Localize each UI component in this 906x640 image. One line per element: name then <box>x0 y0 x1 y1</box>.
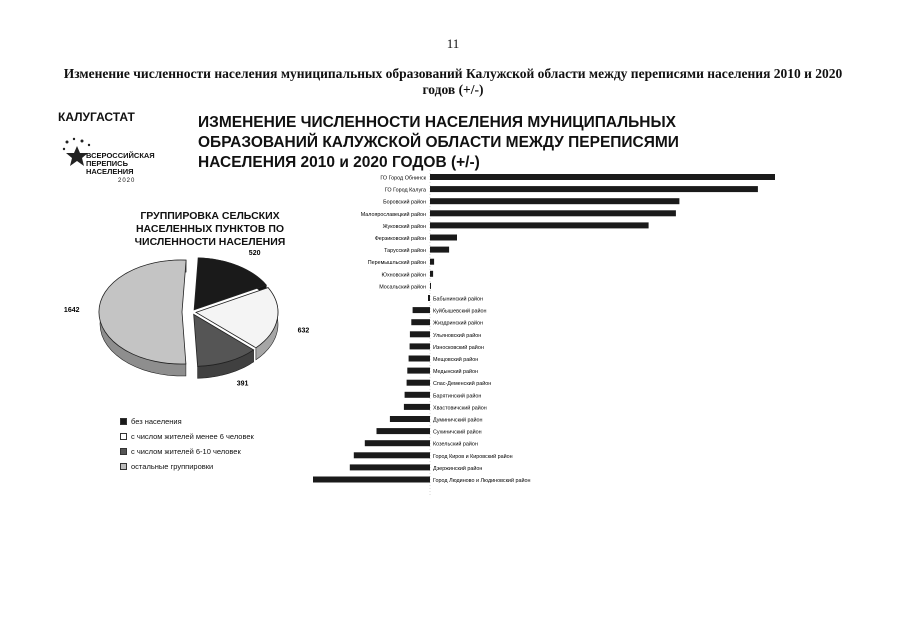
bar <box>430 222 649 228</box>
legend-item <box>120 459 254 474</box>
bar <box>407 368 430 374</box>
bar <box>410 331 430 337</box>
bar-category-label: Мещовский район <box>433 357 479 363</box>
page-number: 11 <box>446 36 460 51</box>
bar-category-label: Город Людиново и Людиновский район <box>433 478 531 484</box>
pie-legend <box>120 414 254 474</box>
bar <box>405 392 430 398</box>
legend-swatch <box>120 418 127 425</box>
bar <box>430 210 676 216</box>
pie-value-label: 391 <box>236 380 249 388</box>
bar-category-label: Медынский район <box>433 369 478 376</box>
legend-swatch <box>120 433 127 440</box>
bar <box>313 477 430 483</box>
bar-category-label: Жуковский район <box>382 223 426 230</box>
bar <box>354 452 430 458</box>
pie-value-label: 1642 <box>63 306 80 314</box>
bar-category-label: ГО Город Обнинск <box>380 175 426 182</box>
bar <box>407 380 430 386</box>
chart-title: ИЗМЕНЕНИЕ ЧИСЛЕННОСТИ НАСЕЛЕНИЯ МУНИЦИПАЛЬНЫХ ОБРАЗОВАНИЙ КАЛУЖСКОЙ ОБЛАСТИ МЕЖДУ ПЕРЕПИСЯМИ НАСЕЛЕНИЯ 2010 и 2020 ГОДОВ (+/-) <box>198 114 679 171</box>
bar <box>390 416 430 422</box>
bar-category-label: Дзержинский район <box>433 465 483 472</box>
pie-value-label: 520 <box>248 249 261 257</box>
bar-category-label: Ульяновский район <box>433 332 482 339</box>
legend-item <box>120 429 254 444</box>
bar <box>430 271 433 277</box>
legend-label: без населения <box>131 417 182 426</box>
pie-chart-title: ГРУППИРОВКА СЕЛЬСКИХ НАСЕЛЕННЫХ ПУНКТОВ ПО ЧИСЛЕННОСТИ НАСЕЛЕНИЯ <box>134 210 286 248</box>
bar-category-label: Ферзиковский район <box>374 236 426 242</box>
bar-category-label: Думиничский район <box>433 417 483 424</box>
bar <box>410 343 430 349</box>
bar <box>409 356 430 362</box>
bar-category-label: Город Киров и Кировский район <box>433 453 513 460</box>
bar <box>430 259 434 265</box>
bar-category-label: Боровский район <box>383 199 426 206</box>
bar-category-label: Мосальский район <box>379 284 426 291</box>
bar-category-label: Перемышльский район <box>367 260 426 267</box>
legend-swatch <box>120 448 127 455</box>
bar <box>430 186 758 192</box>
bar <box>430 247 449 253</box>
bar <box>430 283 431 289</box>
document-title: Изменение численности населения муниципальных образований Калужской области между переписями населения 2010 и 2020 годов (+/-) <box>63 66 843 97</box>
bar <box>428 295 430 301</box>
bar-category-label: ГО Город Калуга <box>384 187 426 194</box>
logo-org-name: КАЛУГАСТАТ <box>58 110 135 124</box>
legend-label: с числом жителей 6-10 человек <box>131 447 241 456</box>
legend-label: остальные группировки <box>131 462 214 471</box>
bar-category-label: Спас-Деменский район <box>433 381 492 388</box>
bar <box>413 307 430 313</box>
logo-year: 2020 <box>118 178 136 184</box>
logo-census-text <box>86 152 176 176</box>
legend-item <box>120 444 254 459</box>
pie-chart <box>63 249 310 400</box>
bar-chart <box>297 170 800 500</box>
bar-category-label: Бабынинский район <box>433 296 484 303</box>
bar-category-label: Юхновский район <box>381 272 426 279</box>
kalugastat-logo <box>58 110 178 190</box>
bar-category-label: Козельский район <box>433 441 478 448</box>
bar <box>350 464 430 470</box>
pie-value-label: 632 <box>297 327 310 335</box>
logo-census-line-1: ВСЕРОССИЙСКАЯ <box>86 151 155 160</box>
bar-category-label: Барятинский район <box>433 393 482 400</box>
bar-category-label: Хвастовичский район <box>433 405 487 412</box>
bar <box>404 404 430 410</box>
bar <box>411 319 430 325</box>
bar <box>430 235 457 241</box>
bar-category-label: Куйбышевский район <box>433 308 487 315</box>
legend-label: с числом жителей менее 6 человек <box>131 432 254 441</box>
bar-category-label: Сухиничский район <box>433 429 482 436</box>
bar-category-label: Износковский район <box>433 344 484 351</box>
legend-item <box>120 414 254 429</box>
logo-census-line-3: НАСЕЛЕНИЯ <box>86 167 134 176</box>
bar-category-label: Жиздринский район <box>433 320 484 327</box>
bar <box>365 440 430 446</box>
bar <box>430 174 775 180</box>
logo-census-line-2: ПЕРЕПИСЬ <box>86 159 128 168</box>
bar <box>430 198 679 204</box>
bar-category-label: Малоярославецкий район <box>360 211 426 218</box>
bar-category-label: Тарусский район <box>384 248 426 255</box>
legend-swatch <box>120 463 127 470</box>
bar <box>377 428 431 434</box>
